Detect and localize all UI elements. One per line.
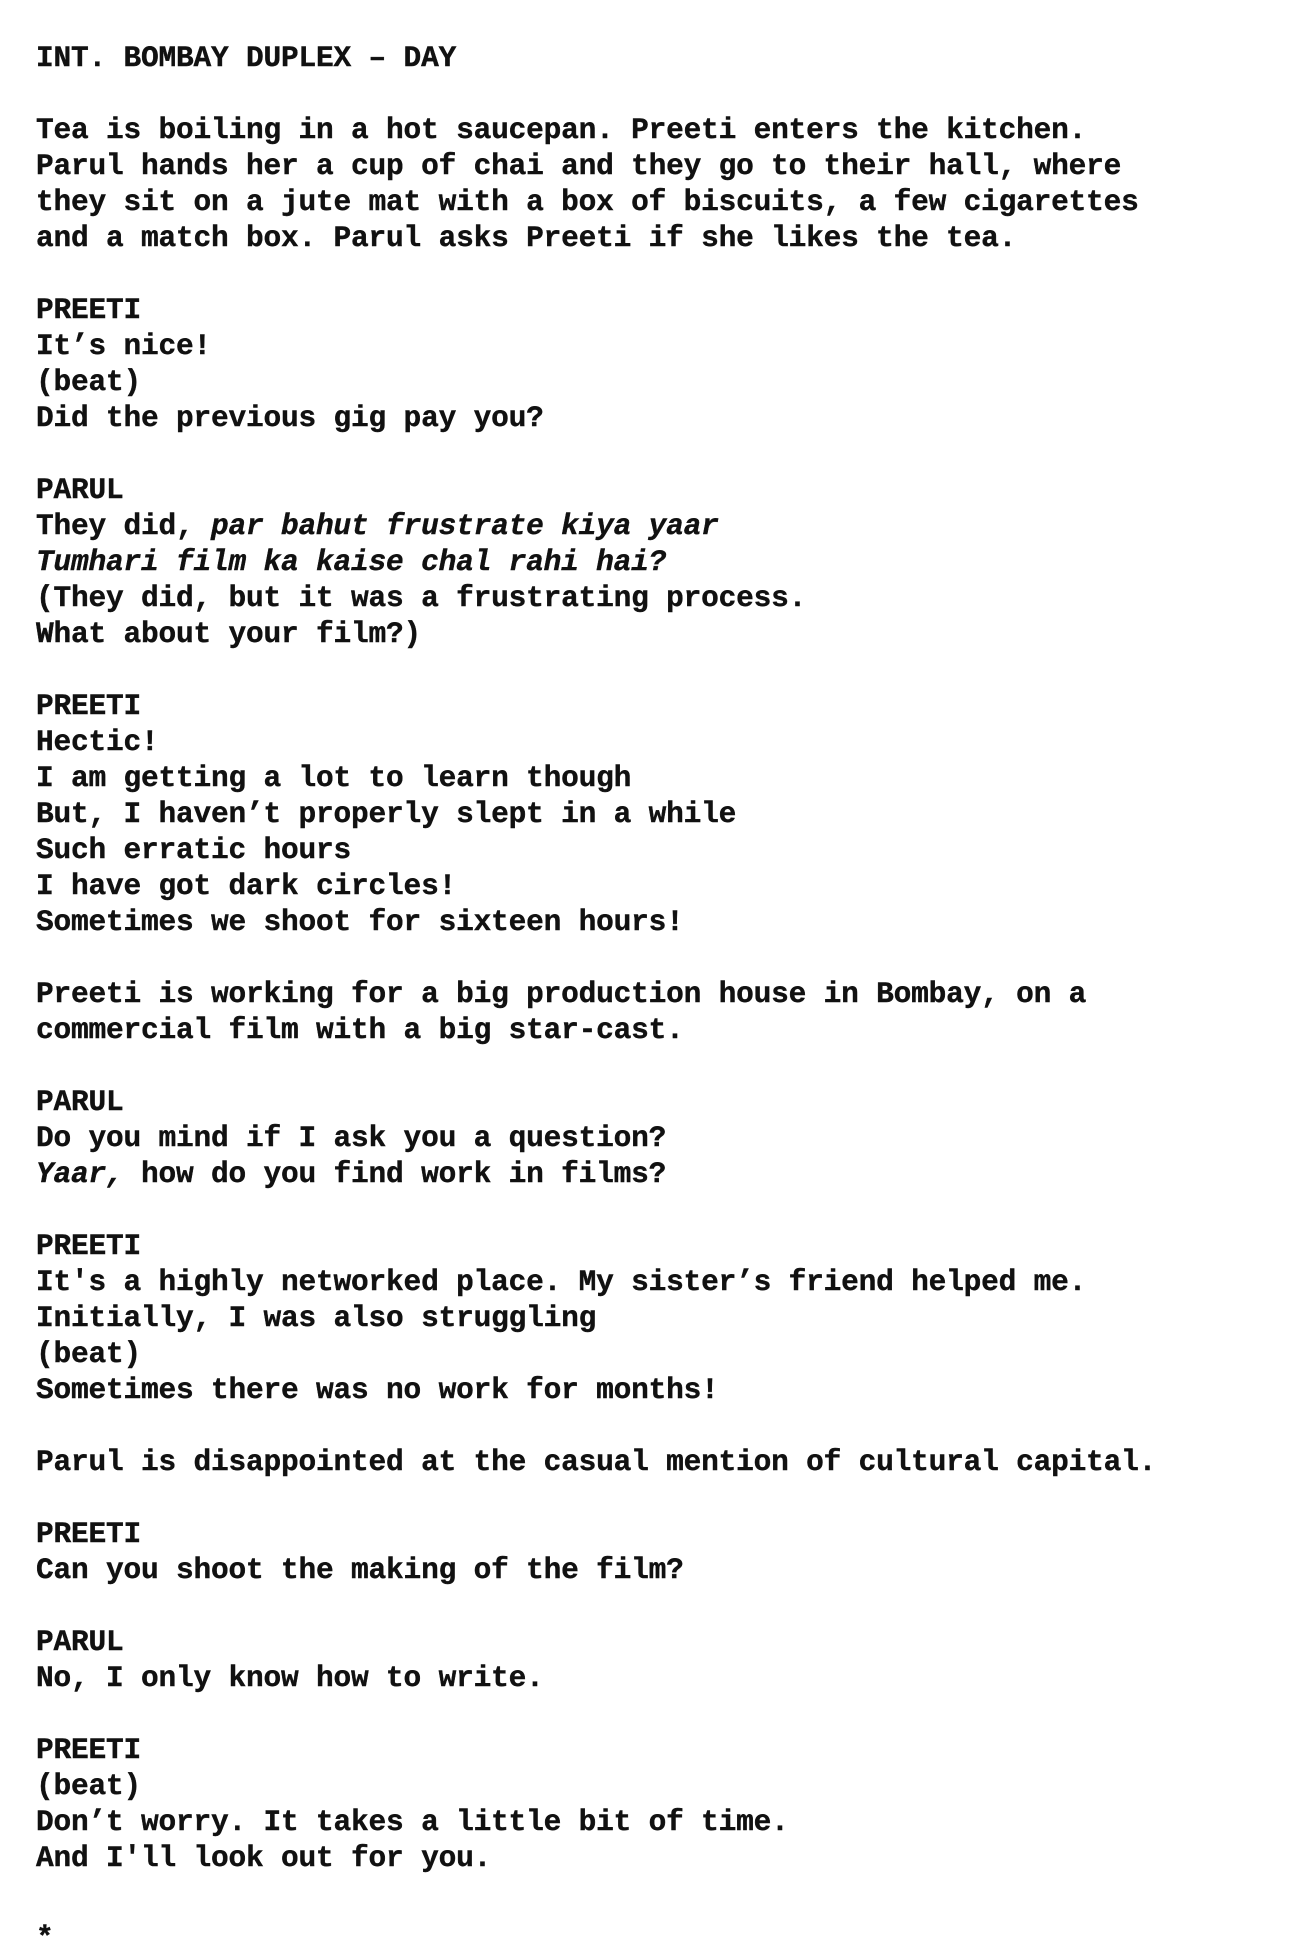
dialogue-line: Sometimes there was no work for months! xyxy=(36,1373,719,1407)
action-block xyxy=(36,112,1256,256)
dialogue-block xyxy=(36,1084,1256,1192)
character-name: PREETI xyxy=(36,689,142,723)
dialogue-line: It's a highly networked place. My sister’s friend helped me. xyxy=(36,1265,1087,1299)
dialogue-line: No, I only know how to write. xyxy=(36,1661,544,1695)
dialogue-block xyxy=(36,1624,1256,1696)
dialogue-line: Such erratic hours xyxy=(36,833,352,867)
action-line: commercial film with a big star-cast. xyxy=(36,1013,684,1047)
character-name: PARUL xyxy=(36,473,124,507)
character-name: PARUL xyxy=(36,1085,124,1119)
action-line: they sit on a jute mat with a box of biscuits, a few cigarettes xyxy=(36,185,1139,219)
translation-line: (They did, but it was a frustrating process. xyxy=(36,581,807,615)
dialogue-text: They did, xyxy=(36,509,212,543)
action-line: Parul hands her a cup of chai and they go to their hall, where xyxy=(36,149,1122,183)
dialogue-text: how do you find work in films? xyxy=(123,1157,667,1191)
action-line: Parul is disappointed at the casual mention of cultural capital. xyxy=(36,1445,1157,1479)
parenthetical: (beat) xyxy=(36,1769,142,1803)
dialogue-block xyxy=(36,1516,1256,1588)
dialogue-line: It’s nice! xyxy=(36,329,212,363)
dialogue-line: Can you shoot the making of the film? xyxy=(36,1553,684,1587)
dialogue-line: But, I haven’t properly slept in a while xyxy=(36,797,737,831)
dialogue-line: Don’t worry. It takes a little bit of time. xyxy=(36,1805,789,1839)
character-name: PREETI xyxy=(36,1229,142,1263)
scene-heading: INT. BOMBAY DUPLEX – DAY xyxy=(36,41,457,75)
action-block xyxy=(36,976,1256,1048)
dialogue-line: Sometimes we shoot for sixteen hours! xyxy=(36,905,684,939)
dialogue-line: Did the previous gig pay you? xyxy=(36,401,544,435)
action-line: Preeti is working for a big production house in Bombay, on a xyxy=(36,977,1087,1011)
dialogue-line: And I'll look out for you. xyxy=(36,1841,492,1875)
dialogue-line: Do you mind if I ask you a question? xyxy=(36,1121,667,1155)
dialogue-block xyxy=(36,1228,1256,1408)
dialogue-line: I am getting a lot to learn though xyxy=(36,761,632,795)
action-line: and a match box. Parul asks Preeti if she likes the tea. xyxy=(36,221,1017,255)
screenplay-page xyxy=(36,40,1256,1956)
parenthetical: (beat) xyxy=(36,1337,142,1371)
dialogue-block xyxy=(36,472,1256,652)
dialogue-block xyxy=(36,688,1256,940)
dialogue-line-italic: Tumhari film ka kaise chal rahi hai? xyxy=(36,545,667,579)
dialogue-line: Initially, I was also struggling xyxy=(36,1301,597,1335)
character-name: PARUL xyxy=(36,1625,124,1659)
dialogue-line xyxy=(36,508,1256,544)
character-name: PREETI xyxy=(36,293,142,327)
dialogue-block xyxy=(36,292,1256,436)
dialogue-line xyxy=(36,1156,1256,1192)
parenthetical: (beat) xyxy=(36,365,142,399)
scene-end-mark: * xyxy=(36,1921,54,1955)
action-line: Tea is boiling in a hot saucepan. Preeti enters the kitchen. xyxy=(36,113,1087,147)
dialogue-block xyxy=(36,1732,1256,1876)
character-name: PREETI xyxy=(36,1733,142,1767)
dialogue-line: I have got dark circles! xyxy=(36,869,457,903)
dialogue-line: Hectic! xyxy=(36,725,159,759)
character-name: PREETI xyxy=(36,1517,142,1551)
translation-line: What about your film?) xyxy=(36,617,422,651)
dialogue-text-italic: Yaar, xyxy=(36,1157,124,1191)
dialogue-text-italic: par bahut frustrate kiya yaar xyxy=(211,509,719,543)
